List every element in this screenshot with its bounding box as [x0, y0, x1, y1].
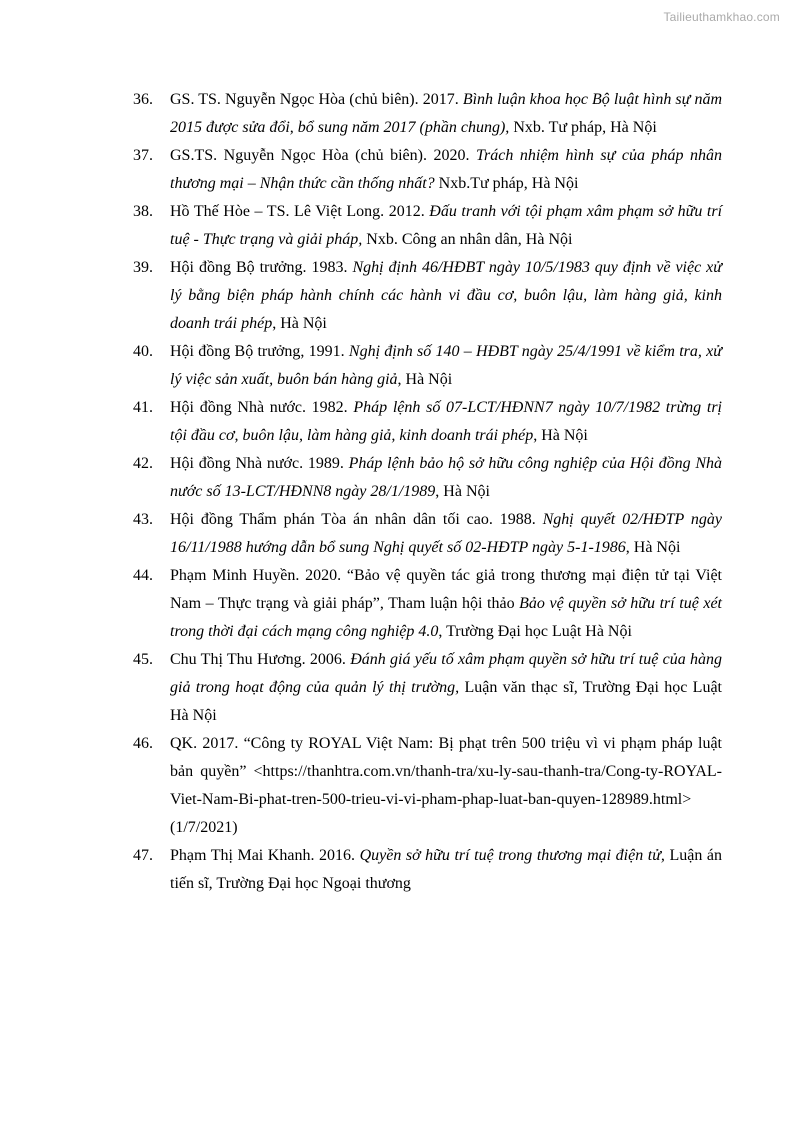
reference-entry [133, 842, 722, 898]
reference-text-segment: Nxb.Tư pháp, Hà Nội [434, 175, 579, 192]
reference-list [133, 86, 722, 898]
reference-number: 43. [133, 511, 153, 528]
reference-entry [133, 450, 722, 506]
reference-number: 44. [133, 567, 153, 584]
reference-text-segment: Hội đồng Thẩm phán Tòa án nhân dân tối cao. 1988. [170, 511, 543, 528]
reference-title-italic: Quyền sở hữu trí tuệ trong thương mại điện tử, [359, 847, 665, 864]
reference-number: 38. [133, 203, 153, 220]
reference-text-segment: , Hà Nội [625, 539, 681, 556]
reference-text-segment: GS.TS. Nguyễn Ngọc Hòa (chủ biên). 2020. [170, 147, 476, 164]
reference-text-segment: , Hà Nội [397, 371, 453, 388]
reference-text-segment: , Hà Nội [533, 427, 588, 444]
reference-entry [133, 142, 722, 198]
reference-text [170, 91, 722, 136]
reference-number: 37. [133, 147, 153, 164]
reference-entry [133, 198, 722, 254]
watermark-text: Tailieuthamkhao.com [663, 10, 780, 24]
reference-text-segment: Hội đồng Nhà nước. 1989. [170, 455, 349, 472]
reference-text-segment: Phạm Thị Mai Khanh. 2016. [170, 847, 360, 864]
reference-text [170, 343, 722, 388]
reference-text [170, 259, 722, 332]
reference-entry [133, 394, 722, 450]
reference-text [170, 847, 722, 892]
reference-entry [133, 730, 722, 842]
reference-title-italic: Bảo vệ quyền sở hữu trí tuệ xét trong thời đại cách mạng công nghiệp 4.0 [170, 595, 722, 640]
reference-number: 39. [133, 259, 153, 276]
reference-title-italic: Pháp lệnh bảo hộ sở hữu công nghiệp của Hội đồng Nhà nước số 13-LCT/HĐNN8 ngày 28/1/1989 [170, 455, 723, 500]
reference-title-italic: Nghị định số 140 – HĐBT ngày 25/4/1991 về kiểm tra, xử lý việc sản xuất, buôn bán hàng giả [170, 343, 722, 388]
reference-text [170, 399, 722, 444]
reference-text-segment: Hội đồng Bộ trưởng, 1991. [170, 343, 349, 360]
reference-number: 42. [133, 455, 153, 472]
reference-text-segment: , Hà Nội [435, 483, 490, 500]
reference-title-italic: Trách nhiệm hình sự của pháp nhân thương mại – Nhận thức cần thống nhất? [170, 147, 722, 192]
reference-text-segment: Nxb. Tư pháp, Hà Nội [509, 119, 657, 136]
reference-title-italic: Nghị quyết 02/HĐTP ngày 16/11/1988 hướng dẫn bổ sung Nghị quyết số 02-HĐTP ngày 5-1-1986 [170, 511, 722, 556]
reference-title-italic: Đánh giá yếu tố xâm phạm quyền sở hữu trí tuệ của hàng giả trong hoạt động của quản lý thị trường, [170, 651, 722, 696]
reference-text-segment: Hội đồng Bộ trưởng. 1983. [170, 259, 353, 276]
reference-text-segment: QK. 2017. “Công ty ROYAL Việt Nam: Bị phạt trên 500 triệu vì vi phạm pháp luật bản quyền” <https://thanhtra.com.vn/thanh-tra/xu-ly-sau-thanh-tra/Cong-ty-ROYAL-Viet-Nam-Bi-phat-tren-500-trieu-vi-vi-pham-phap-luat-ban-quyen-128989.html> (1/7/2021) [170, 735, 722, 836]
reference-entry [133, 506, 722, 562]
reference-number: 46. [133, 735, 153, 752]
reference-text [170, 735, 722, 836]
reference-text [170, 511, 722, 556]
reference-number: 47. [133, 847, 153, 864]
reference-title-italic: Nghị định 46/HĐBT ngày 10/5/1983 quy định về việc xử lý bằng biện pháp hành chính các hành vi đầu cơ, buôn lậu, làm hàng giả, kinh doanh trái phép [170, 259, 722, 332]
reference-title-italic: Đấu tranh với tội phạm xâm phạm sở hữu trí tuệ - Thực trạng và giải pháp, [170, 203, 723, 248]
reference-entry [133, 338, 722, 394]
reference-text-segment: Phạm Minh Huyền. 2020. “Bảo vệ quyền tác giả trong thương mại điện tử tại Việt Nam – Thực trạng và giải pháp”, Tham luận hội thảo [170, 567, 722, 612]
reference-text-segment: , Hà Nội [272, 315, 327, 332]
reference-title-italic: Pháp lệnh số 07-LCT/HĐNN7 ngày 10/7/1982 trừng trị tội đầu cơ, buôn lậu, làm hàng giả, kinh doanh trái phép [170, 399, 723, 444]
reference-number: 41. [133, 399, 153, 416]
reference-text [170, 203, 722, 248]
reference-text [170, 567, 722, 640]
reference-text [170, 651, 722, 724]
reference-entry [133, 86, 722, 142]
reference-text-segment: , Trường Đại học Luật Hà Nội [438, 623, 632, 640]
reference-number: 40. [133, 343, 153, 360]
reference-number: 45. [133, 651, 153, 668]
reference-text-segment: Chu Thị Thu Hương. 2006. [170, 651, 351, 668]
reference-text-segment: Hội đồng Nhà nước. 1982. [170, 399, 354, 416]
reference-number: 36. [133, 91, 153, 108]
reference-entry [133, 254, 722, 338]
reference-text-segment: GS. TS. Nguyễn Ngọc Hòa (chủ biên). 2017. [170, 91, 463, 108]
reference-text-segment: Luận án tiến sĩ, Trường Đại học Ngoại thương [170, 847, 723, 892]
reference-text [170, 147, 722, 192]
reference-entry [133, 562, 722, 646]
reference-title-italic: Bình luận khoa học Bộ luật hình sự năm 2015 được sửa đổi, bổ sung năm 2017 (phần chung), [170, 91, 722, 136]
reference-text-segment: Luận văn thạc sĩ, Trường Đại học Luật Hà Nội [170, 679, 722, 724]
reference-entry [133, 646, 722, 730]
reference-text-segment: Nxb. Công an nhân dân, Hà Nội [362, 231, 573, 248]
reference-text [170, 455, 722, 500]
reference-text-segment: Hồ Thế Hòe – TS. Lê Việt Long. 2012. [170, 203, 430, 220]
